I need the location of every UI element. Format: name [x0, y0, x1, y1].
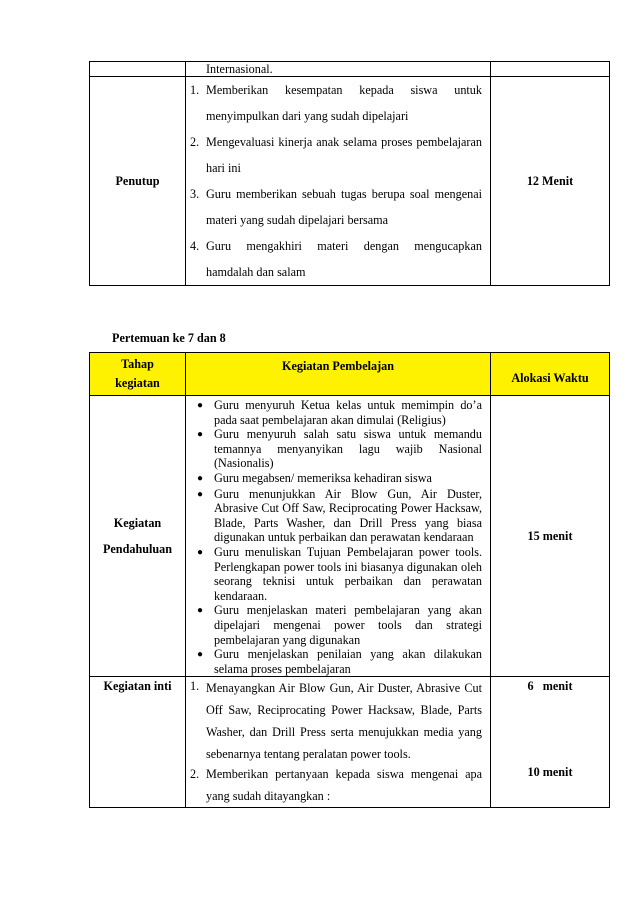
list-item: 1. Memberikan kesempatan kepada siswa untuk menyimpulkan dari yang sudah dipelajari	[190, 83, 482, 123]
table-row	[90, 677, 610, 808]
pendahuluan-activities	[186, 396, 491, 677]
table-row	[90, 62, 610, 77]
time-allocation: 6 menit 10 menit	[491, 677, 610, 808]
table-row	[90, 77, 610, 286]
bullet-icon: ●	[196, 649, 204, 661]
time-allocation: 12 Menit	[491, 77, 610, 286]
row-label-penutup: Penutup	[90, 77, 186, 286]
penutup-activities	[186, 77, 491, 286]
list-item: ● Guru megabsen/ memeriksa kehadiran siswa	[186, 471, 490, 487]
table-cell	[491, 62, 610, 77]
list-item: 2. Mengevaluasi kinerja anak selama proses pembelajaran hari ini	[190, 135, 482, 175]
list-item: ● Guru menyuruh Ketua kelas untuk memimpin do’a pada saat pembelajaran akan dimulai (Religius)	[186, 398, 490, 427]
list-item: ● Guru menuliskan Tujuan Pembelajaran power tools. Perlengkapan power tools ini biasanya digunakan oleh seorang teknisi untuk perbaikan dan perawatan kendaraan.	[186, 545, 490, 603]
bullet-icon: ●	[196, 400, 204, 411]
bullet-list	[186, 398, 490, 676]
bullet-icon: ●	[196, 429, 204, 441]
bullet-icon: ●	[196, 472, 204, 484]
lesson-table	[89, 352, 610, 808]
continuation-text: Internasional.	[186, 62, 491, 77]
header-kegiatan-pembelajaran: Kegiatan Pembelajan	[186, 353, 491, 396]
bullet-icon: ●	[196, 488, 204, 500]
header-alokasi-waktu: Alokasi Waktu	[491, 353, 610, 396]
inti-activities	[186, 677, 491, 808]
numbered-list	[186, 677, 490, 807]
time-allocation: 15 menit	[491, 396, 610, 677]
list-item: ● Guru menjelaskan materi pembelajaran yang akan dipelajari mengenai power tools dan strategi pembelajaran yang digunakan	[186, 603, 490, 647]
table-row	[90, 396, 610, 677]
table-cell	[90, 62, 186, 77]
list-item: 4. Guru mengakhiri materi dengan mengucapkan hamdalah dan salam	[190, 239, 482, 279]
list-item: 1. Menayangkan Air Blow Gun, Air Duster, Abrasive Cut Off Saw, Reciprocating Power Hacksaw, Blade, Parts Washer, dan Drill Press serta menujukkan media yang sebenarnya tentang peralatan power tools.	[190, 679, 482, 762]
numbered-list	[186, 77, 490, 285]
section-heading: Pertemuan ke 7 dan 8	[112, 331, 226, 345]
list-item: ● Guru menjelaskan penilaian yang akan dilakukan selama proses pembelajaran	[186, 647, 490, 676]
list-item: 2. Memberikan pertanyaan kepada siswa mengenai apa yang sudah ditayangkan :	[190, 767, 482, 804]
header-tahap-kegiatan: Tahap kegiatan	[90, 353, 186, 396]
penutup-table	[89, 61, 610, 286]
row-label-pendahuluan: Kegiatan Pendahuluan	[90, 396, 186, 677]
list-item: 3. Guru memberikan sebuah tugas berupa soal mengenai materi yang sudah dipelajari bersama	[190, 187, 482, 227]
row-label-inti: Kegiatan inti	[90, 677, 186, 808]
list-item: ● Guru menyuruh salah satu siswa untuk memandu temannya menyanyikan lagu wajib Nasional (Nasionalis)	[186, 427, 490, 471]
bullet-icon: ●	[196, 546, 204, 558]
list-item: ● Guru menunjukkan Air Blow Gun, Air Duster, Abrasive Cut Off Saw, Reciprocating Power Hacksaw, Blade, Parts Washer, dan Drill Press yang biasa digunakan untuk perbaikan dan perawatan kendaraan	[186, 487, 490, 545]
table-header-row	[90, 353, 610, 396]
bullet-icon: ●	[196, 605, 204, 617]
